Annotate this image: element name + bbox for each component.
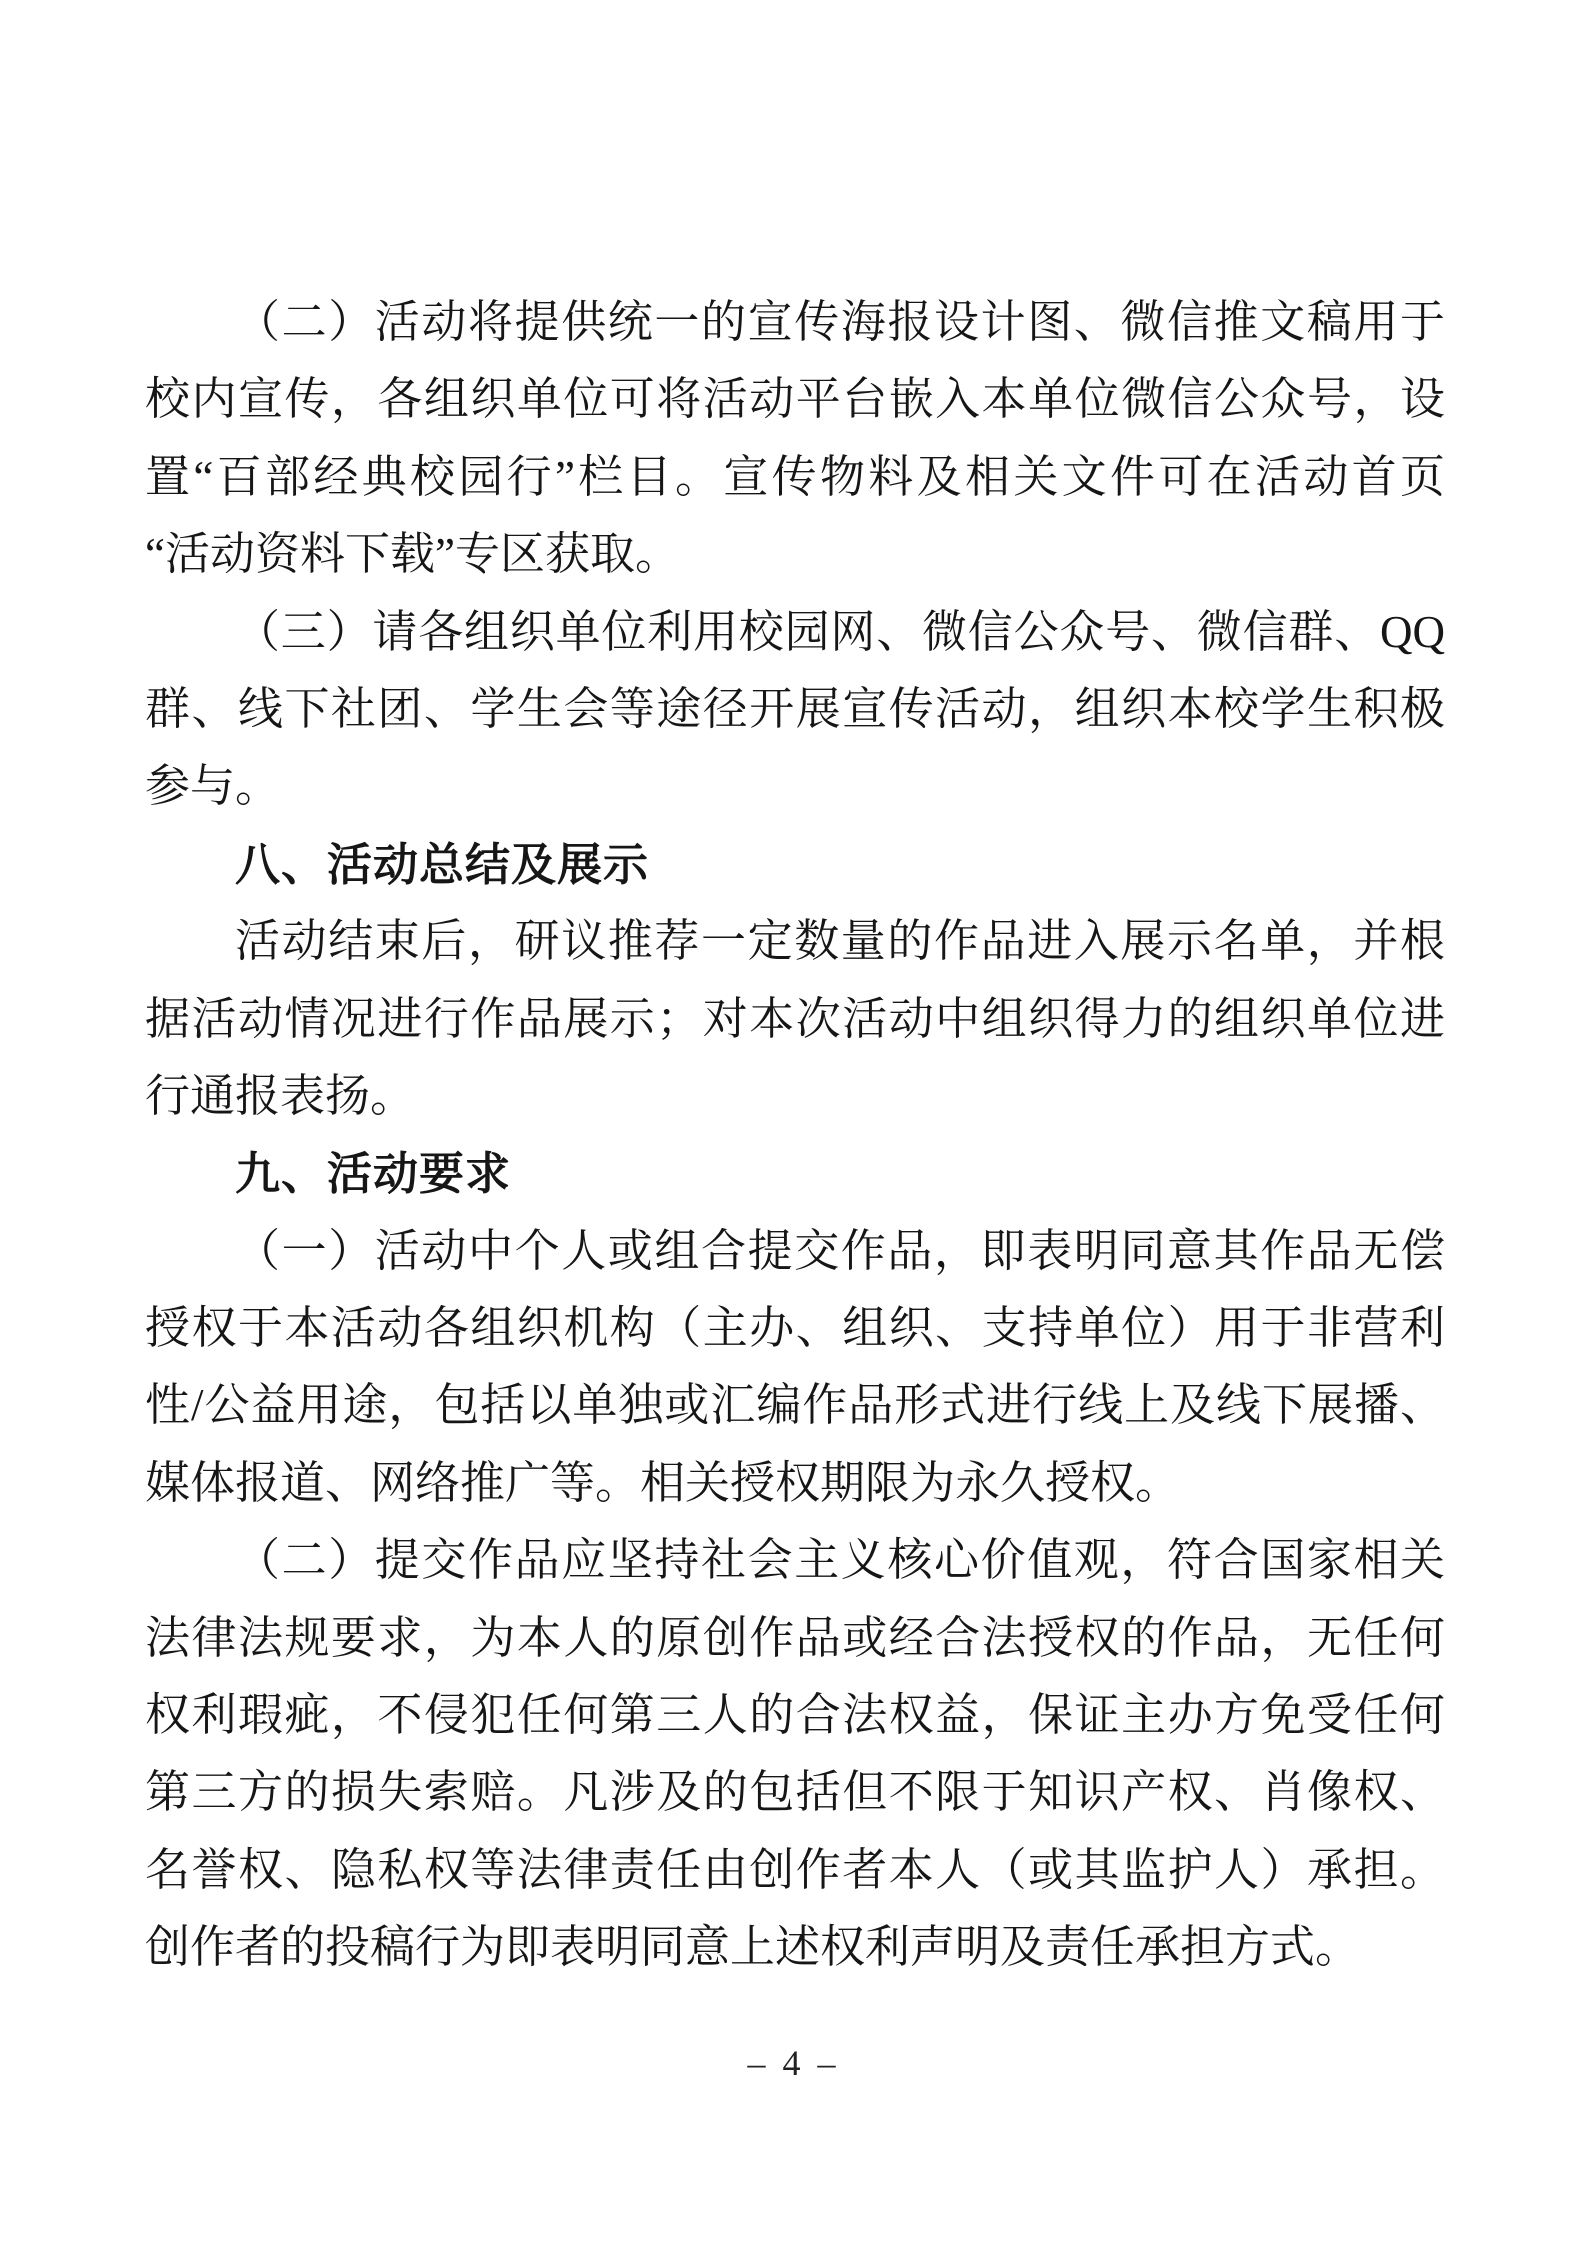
text-line: 权利瑕疵，不侵犯任何第三人的合法权益，保证主办方免受任何 (145, 1690, 1445, 1741)
text-line: 置“百部经典校园行”栏目。宣传物料及相关文件可在活动首页 (145, 451, 1445, 502)
paragraph (145, 903, 1445, 1135)
paragraph (145, 1522, 1445, 1986)
text-line: 据活动情况进行作品展示；对本次活动中组织得力的组织单位进 (145, 993, 1445, 1044)
text-line: 名誉权、隐私权等法律责任由创作者本人（或其监护人）承担。 (145, 1844, 1445, 1895)
text-line: 创作者的投稿行为即表明同意上述权利声明及责任承担方式。 (145, 1922, 1361, 1973)
heading-line: 八、活动总结及展示 (235, 838, 650, 890)
text-line: （三）请各组织单位利用校园网、微信公众号、微信群、QQ (235, 606, 1445, 657)
text-line: 第三方的损失索赔。凡涉及的包括但不限于知识产权、肖像权、 (145, 1767, 1445, 1818)
paragraph (145, 594, 1445, 826)
page-number: – 4 – (747, 2043, 840, 2083)
document-body (145, 284, 1445, 1987)
text-line: 校内宣传，各组织单位可将活动平台嵌入本单位微信公众号，设 (145, 374, 1445, 425)
text-line: “活动资料下载”专区获取。 (145, 529, 680, 580)
text-line: 法律法规要求，为本人的原创作品或经合法授权的作品，无任何 (145, 1612, 1445, 1663)
text-line: 行通报表扬。 (145, 1070, 416, 1121)
text-line: （一）活动中个人或组合提交作品，即表明同意其作品无偿 (235, 1225, 1445, 1276)
heading-line: 九、活动要求 (235, 1148, 512, 1200)
heading (145, 826, 1445, 903)
text-line: 性/公益用途，包括以单独或汇编作品形式进行线上及线下展播、 (145, 1380, 1445, 1431)
text-line: 群、线下社团、学生会等途径开展宣传活动，组织本校学生积极 (145, 683, 1445, 734)
text-line: 授权于本活动各组织机构（主办、组织、支持单位）用于非营利 (145, 1303, 1445, 1354)
text-line: 参与。 (145, 761, 281, 812)
text-line: （二）活动将提供统一的宣传海报设计图、微信推文稿用于 (235, 297, 1445, 347)
paragraph (145, 1213, 1445, 1523)
paragraph (145, 284, 1445, 594)
text-line: 活动结束后，研议推荐一定数量的作品进入展示名单，并根 (235, 916, 1445, 967)
heading (145, 1135, 1445, 1212)
text-line: （二）提交作品应坚持社会主义核心价值观，符合国家相关 (235, 1535, 1445, 1586)
text-line: 媒体报道、网络推广等。相关授权期限为永久授权。 (145, 1457, 1181, 1508)
